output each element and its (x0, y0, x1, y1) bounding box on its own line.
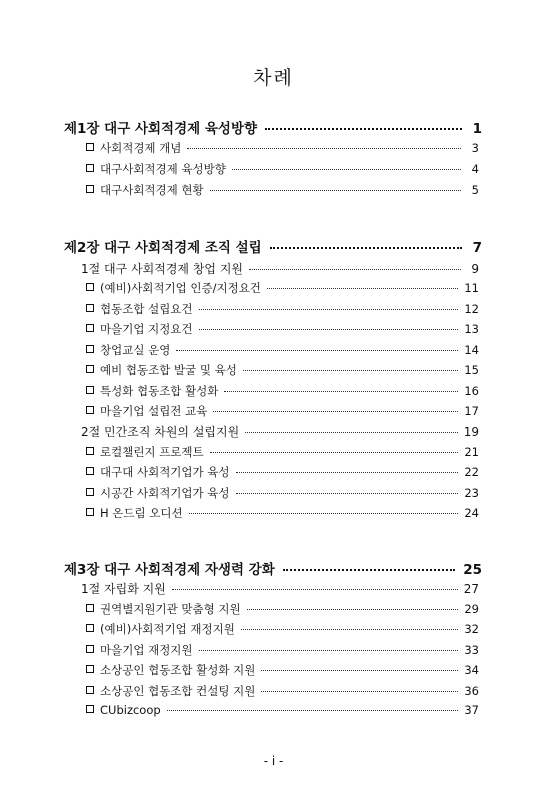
page-number: 27 (463, 582, 479, 596)
checkbox-bullet-icon (86, 624, 94, 632)
section-title: 1절 자립화 지원 (81, 582, 166, 596)
page-footer-number: - i - (263, 754, 284, 768)
toc-item[interactable] (86, 485, 479, 501)
page-number: 13 (464, 322, 479, 336)
item-label: 대구대 사회적기업가 육성 (100, 465, 230, 479)
toc-item[interactable] (86, 161, 479, 177)
section-1-entry[interactable] (81, 580, 479, 597)
checkbox-bullet-icon (86, 604, 94, 612)
dot-leader (199, 329, 459, 330)
toc-item[interactable] (86, 703, 479, 717)
page-number: 25 (463, 562, 482, 578)
toc-item[interactable] (86, 683, 479, 699)
page-title: 차례 (253, 67, 294, 89)
page-number: 34 (464, 663, 479, 677)
page-number: 12 (464, 302, 479, 316)
checkbox-bullet-icon (86, 143, 94, 151)
page-number: 29 (464, 602, 479, 616)
chapter-title: 제1장 대구 사회적경제 육성방향 (64, 121, 258, 137)
page-number: 16 (464, 384, 479, 398)
section-2-entry[interactable] (81, 423, 479, 440)
page-number: 23 (464, 486, 479, 500)
toc-item[interactable] (86, 301, 479, 317)
dot-leader (210, 190, 461, 191)
page-number: 7 (472, 240, 482, 256)
item-label: (예비)사회적기업 재정지원 (100, 622, 235, 636)
page-number: 14 (464, 343, 479, 357)
checkbox-bullet-icon (86, 406, 94, 414)
item-label: CUbizcoop (100, 703, 161, 717)
dot-leader (267, 288, 458, 289)
checkbox-bullet-icon (86, 665, 94, 673)
page-number: 1 (472, 121, 482, 137)
toc-item[interactable] (86, 662, 479, 678)
dot-leader (187, 148, 461, 149)
toc-item[interactable] (86, 601, 479, 617)
page-number: 5 (471, 183, 479, 197)
dot-leader (270, 247, 462, 249)
checkbox-bullet-icon (86, 164, 94, 172)
page-number: 22 (464, 465, 479, 479)
item-label: 마을기업 설립전 교육 (100, 404, 208, 418)
checkbox-bullet-icon (86, 185, 94, 193)
dot-leader (213, 411, 458, 412)
toc-item[interactable] (86, 362, 479, 378)
item-label: H 온드림 오디션 (100, 506, 183, 520)
checkbox-bullet-icon (86, 488, 94, 496)
checkbox-bullet-icon (86, 365, 94, 373)
toc-item[interactable] (86, 280, 479, 296)
page-number: 32 (464, 622, 479, 636)
dot-leader (199, 309, 459, 310)
checkbox-bullet-icon (86, 645, 94, 653)
checkbox-bullet-icon (86, 304, 94, 312)
checkbox-bullet-icon (86, 447, 94, 455)
page-number: 36 (464, 684, 479, 698)
toc-item[interactable] (86, 464, 479, 480)
checkbox-bullet-icon (86, 324, 94, 332)
checkbox-bullet-icon (86, 508, 94, 516)
item-label: 소상공인 협동조합 활성화 지원 (100, 663, 256, 677)
page-number: 21 (464, 445, 479, 459)
chapter-1-entry[interactable] (64, 117, 482, 137)
section-1-entry[interactable] (81, 260, 479, 277)
item-label: 로컬챌린지 프로젝트 (100, 445, 204, 459)
dot-leader (176, 350, 458, 351)
item-label: 사회적경제 개념 (100, 141, 182, 155)
page-number: 17 (464, 404, 479, 418)
dot-leader (261, 670, 458, 671)
dot-leader (199, 650, 459, 651)
page-number: 19 (463, 425, 479, 439)
checkbox-bullet-icon (86, 467, 94, 475)
page-number: 33 (464, 643, 479, 657)
toc-item[interactable] (86, 444, 479, 460)
item-label: 대구사회적경제 육성방향 (100, 162, 226, 176)
dot-leader (224, 391, 458, 392)
section-title: 2절 민간조직 차원의 설립지원 (81, 425, 240, 439)
item-label: (예비)사회적기업 인증/지정요건 (100, 281, 261, 295)
item-label: 대구사회적경제 현황 (100, 183, 204, 197)
dot-leader (261, 691, 458, 692)
toc-item[interactable] (86, 342, 479, 358)
checkbox-bullet-icon (86, 686, 94, 694)
dot-leader (243, 370, 459, 371)
item-label: 마을기업 재정지원 (100, 643, 193, 657)
dot-leader (241, 629, 459, 630)
checkbox-bullet-icon (86, 705, 94, 713)
item-label: 권역별지원기관 맞춤형 지원 (100, 602, 241, 616)
toc-item[interactable] (86, 505, 479, 521)
dot-leader (283, 569, 455, 571)
dot-leader (236, 493, 459, 494)
dot-leader (189, 513, 459, 514)
chapter-3-entry[interactable] (64, 558, 482, 578)
dot-leader (249, 269, 461, 270)
page-number: 15 (464, 363, 479, 377)
toc-item[interactable] (86, 642, 479, 658)
checkbox-bullet-icon (86, 386, 94, 394)
page-number: 3 (471, 141, 479, 155)
chapter-title: 제3장 대구 사회적경제 자생력 강화 (64, 562, 275, 578)
toc-item[interactable] (86, 321, 479, 337)
item-label: 예비 협동조합 발굴 및 육성 (100, 363, 237, 377)
item-label: 창업교실 운영 (100, 343, 171, 357)
dot-leader (247, 609, 459, 610)
dot-leader (167, 710, 459, 711)
toc-item[interactable] (86, 140, 479, 156)
page-number: 37 (464, 703, 479, 717)
item-label: 소상공인 협동조합 컨설팅 지원 (100, 684, 256, 698)
dot-leader (232, 169, 461, 170)
checkbox-bullet-icon (86, 283, 94, 291)
item-label: 마을기업 지정요건 (100, 322, 193, 336)
dot-leader (210, 452, 459, 453)
section-title: 1절 대구 사회적경제 창업 지원 (81, 262, 243, 276)
page-number: 9 (471, 262, 479, 276)
toc-item[interactable] (86, 403, 479, 419)
item-label: 특성화 협동조합 활성화 (100, 384, 219, 398)
dot-leader (236, 472, 459, 473)
page-number: 4 (471, 162, 479, 176)
toc-item[interactable] (86, 621, 479, 637)
page-number: 11 (464, 281, 479, 295)
item-label: 시공간 사회적기업가 육성 (100, 486, 230, 500)
toc-item[interactable] (86, 383, 479, 399)
item-label: 협동조합 설립요건 (100, 302, 193, 316)
chapter-title: 제2장 대구 사회적경제 조직 설립 (64, 240, 262, 256)
dot-leader (172, 589, 458, 590)
toc-item[interactable] (86, 182, 479, 198)
dot-leader (245, 432, 458, 433)
chapter-2-entry[interactable] (64, 236, 482, 256)
checkbox-bullet-icon (86, 345, 94, 353)
page-number: 24 (464, 506, 479, 520)
dot-leader (265, 128, 462, 130)
